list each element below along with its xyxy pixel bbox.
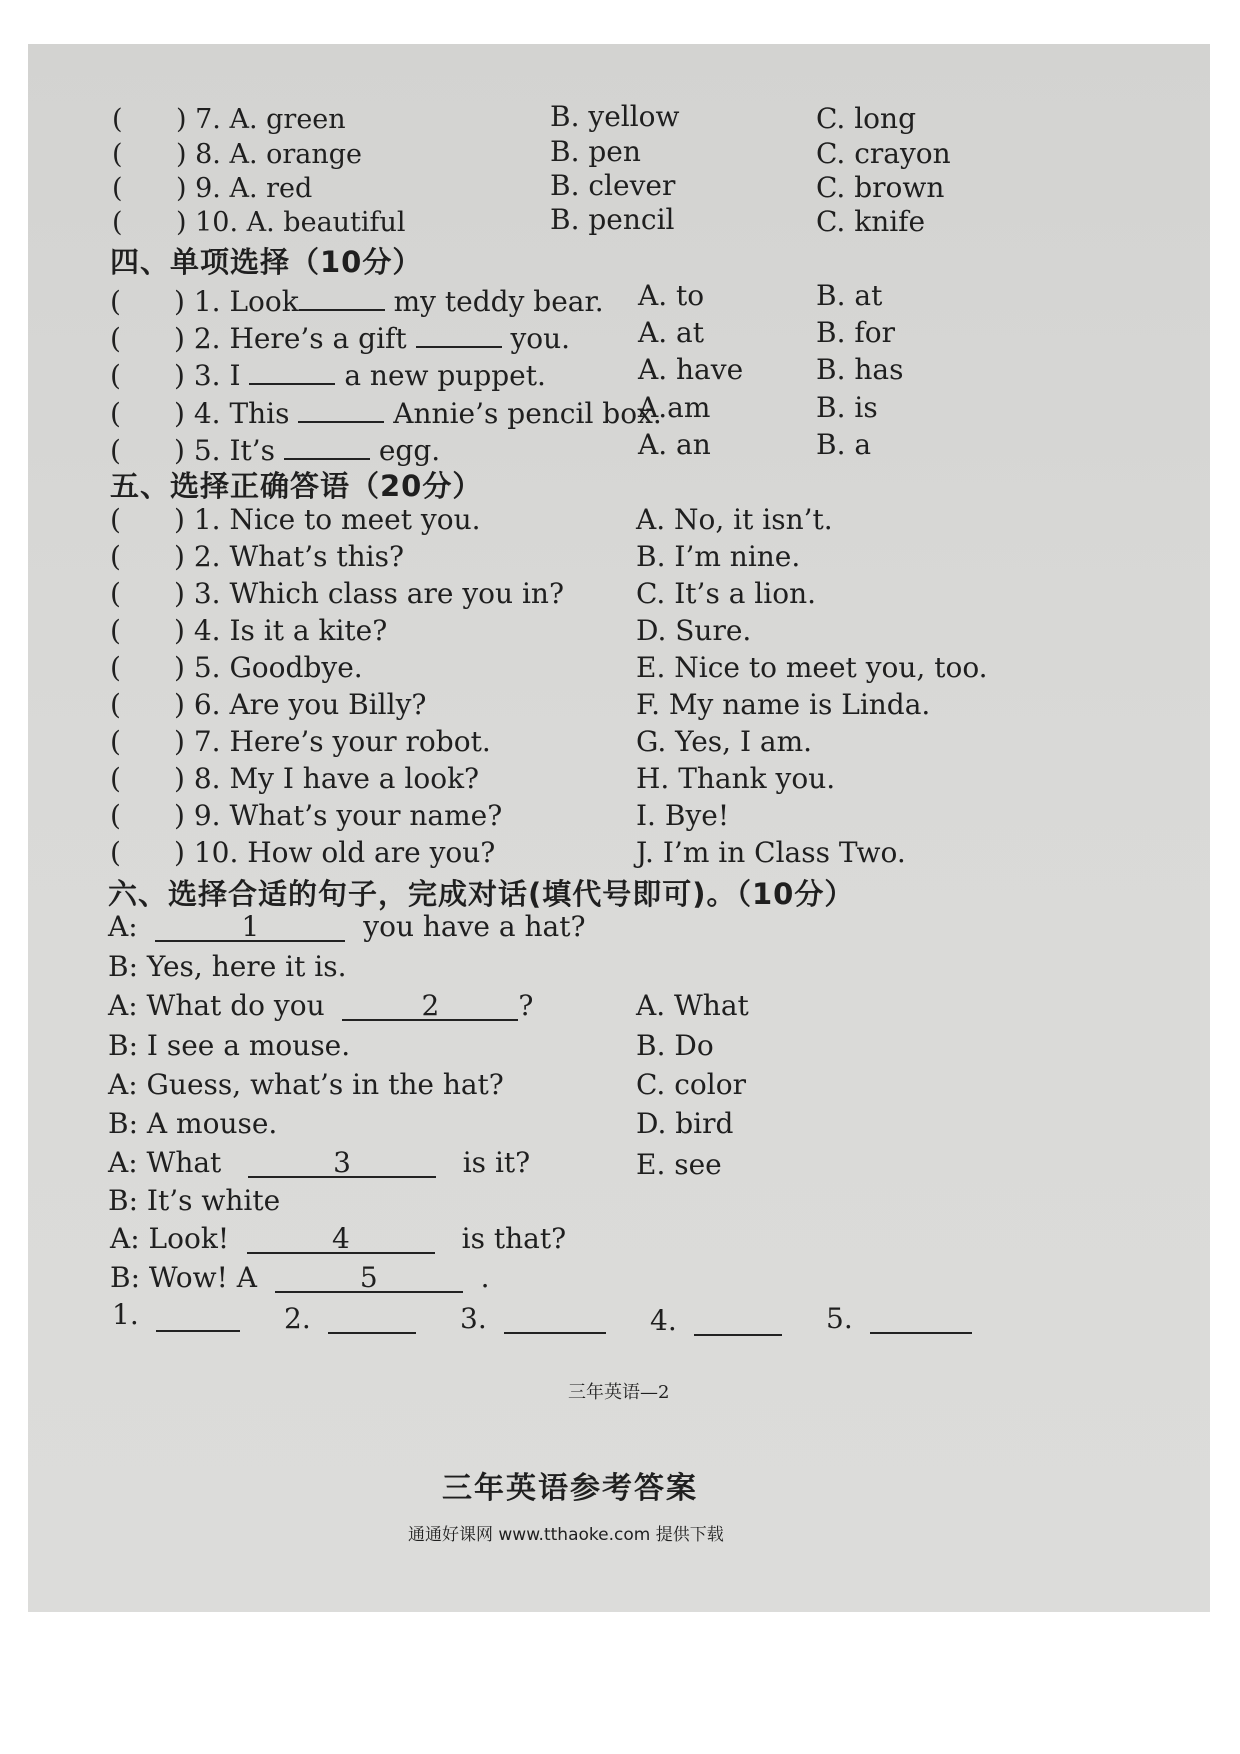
dialogue-blank-5: 5 xyxy=(275,1261,463,1293)
answer-slot-4: 4. xyxy=(650,1304,677,1337)
s5-answer-c: C. It’s a lion. xyxy=(636,577,817,610)
answer-slot-1: 1. xyxy=(112,1298,139,1331)
answer-line-5[interactable] xyxy=(870,1302,972,1334)
s3-row-10-b: B. pencil xyxy=(550,203,675,236)
document-title: 三年英语参考答案 xyxy=(442,1471,698,1506)
s5-answer-j: J. I’m in Class Two. xyxy=(636,836,906,869)
s4-option-3b: B. has xyxy=(816,353,904,386)
s4-question-3: ( ) 3. I a new puppet. xyxy=(110,353,546,392)
dialogue-line-3: A: What do you 2 ? xyxy=(108,989,534,1022)
s4-option-2a: A. at xyxy=(638,316,704,349)
s6-option-d: D. bird xyxy=(636,1107,734,1140)
answer-line-3[interactable] xyxy=(504,1302,606,1334)
s3-row-7: ( ) 7. A. green xyxy=(112,104,346,135)
dialogue-blank-2: 2 xyxy=(342,989,518,1021)
answer-slot-2: 2. xyxy=(284,1302,311,1335)
s6-option-e: E. see xyxy=(636,1148,722,1181)
s3-row-7-c: C. long xyxy=(816,102,916,135)
s6-option-b: B. Do xyxy=(636,1029,714,1062)
dialogue-line-4: B: I see a mouse. xyxy=(108,1029,351,1062)
s5-question-10: ( ) 10. How old are you? xyxy=(110,836,496,869)
s5-answer-d: D. Sure. xyxy=(636,614,752,647)
answer-line-1[interactable] xyxy=(156,1300,240,1332)
dialogue-line-6: B: A mouse. xyxy=(108,1107,278,1140)
s4-option-2b: B. for xyxy=(816,316,895,349)
answer-line-4[interactable] xyxy=(694,1304,782,1336)
s4-question-1: ( ) 1. Look my teddy bear. xyxy=(110,279,604,318)
s5-answer-a: A. No, it isn’t. xyxy=(636,503,833,536)
dialogue-line-1: A: 1 you have a hat? xyxy=(108,910,586,943)
download-credit: 通通好课网 www.tthaoke.com 提供下载 xyxy=(408,1525,724,1545)
answer-slot-3: 3. xyxy=(460,1302,487,1335)
s3-row-8-b: B. pen xyxy=(550,135,641,168)
s5-answer-i: I. Bye! xyxy=(636,799,730,832)
dialogue-blank-4: 4 xyxy=(247,1222,435,1254)
s3-row-8: ( ) 8. A. orange xyxy=(112,139,363,170)
s4-option-3a: A. have xyxy=(638,353,744,386)
s5-question-4: ( ) 4. Is it a kite? xyxy=(110,614,388,647)
dialogue-blank-3: 3 xyxy=(248,1146,436,1178)
s5-question-5: ( ) 5. Goodbye. xyxy=(110,651,363,684)
s4-question-5: ( ) 5. It’s egg. xyxy=(110,428,440,467)
dialogue-line-9: A: Look! 4 is that? xyxy=(110,1222,567,1255)
s5-question-7: ( ) 7. Here’s your robot. xyxy=(110,725,491,758)
dialogue-line-10: B: Wow! A 5 . xyxy=(110,1261,490,1294)
s6-option-a: A. What xyxy=(636,989,749,1022)
s3-row-7-b: B. yellow xyxy=(550,100,680,133)
s5-question-2: ( ) 2. What’s this? xyxy=(110,540,404,573)
s5-answer-b: B. I’m nine. xyxy=(636,540,801,573)
s3-row-10: ( ) 10. A. beautiful xyxy=(112,207,406,238)
dialogue-blank-1: 1 xyxy=(155,910,345,942)
dialogue-line-8: B: It’s white xyxy=(108,1184,281,1217)
s3-row-10-c: C. knife xyxy=(816,205,926,238)
s4-question-4: ( ) 4. This Annie’s pencil box. xyxy=(110,391,662,430)
answer-slot-5: 5. xyxy=(826,1302,853,1335)
s4-question-2: ( ) 2. Here’s a gift you. xyxy=(110,316,570,355)
s5-question-6: ( ) 6. Are you Billy? xyxy=(110,688,427,721)
section6-heading: 六、选择合适的句子，完成对话(填代号即可)。（10分） xyxy=(108,877,855,911)
s5-answer-e: E. Nice to meet you, too. xyxy=(636,651,988,684)
s5-question-3: ( ) 3. Which class are you in? xyxy=(110,577,564,610)
s4-option-1b: B. at xyxy=(816,279,883,312)
s5-answer-h: H. Thank you. xyxy=(636,762,836,795)
answer-line-2[interactable] xyxy=(328,1302,416,1334)
s4-option-5b: B. a xyxy=(816,428,872,461)
page-footer-label: 三年英语—2 xyxy=(568,1382,670,1403)
s3-row-9: ( ) 9. A. red xyxy=(112,173,313,204)
s3-row-9-c: C. brown xyxy=(816,171,945,204)
s4-option-1a: A. to xyxy=(638,279,705,312)
dialogue-line-5: A: Guess, what’s in the hat? xyxy=(108,1068,504,1101)
section5-heading: 五、选择正确答语（20分） xyxy=(110,469,483,503)
s5-question-1: ( ) 1. Nice to meet you. xyxy=(110,503,481,536)
s6-option-c: C. color xyxy=(636,1068,746,1101)
s5-answer-f: F. My name is Linda. xyxy=(636,688,931,721)
s5-question-8: ( ) 8. My I have a look? xyxy=(110,762,480,795)
section4-heading: 四、单项选择（10分） xyxy=(110,245,423,279)
s5-answer-g: G. Yes, I am. xyxy=(636,725,813,758)
s5-question-9: ( ) 9. What’s your name? xyxy=(110,799,503,832)
dialogue-line-7: A: What 3 is it? xyxy=(108,1146,531,1179)
s4-option-4b: B. is xyxy=(816,391,878,424)
s3-row-8-c: C. crayon xyxy=(816,137,951,170)
dialogue-line-2: B: Yes, here it is. xyxy=(108,950,347,983)
s3-row-9-b: B. clever xyxy=(550,169,676,202)
s4-option-4a: A.am xyxy=(638,391,711,424)
s4-option-5a: A. an xyxy=(638,428,711,461)
